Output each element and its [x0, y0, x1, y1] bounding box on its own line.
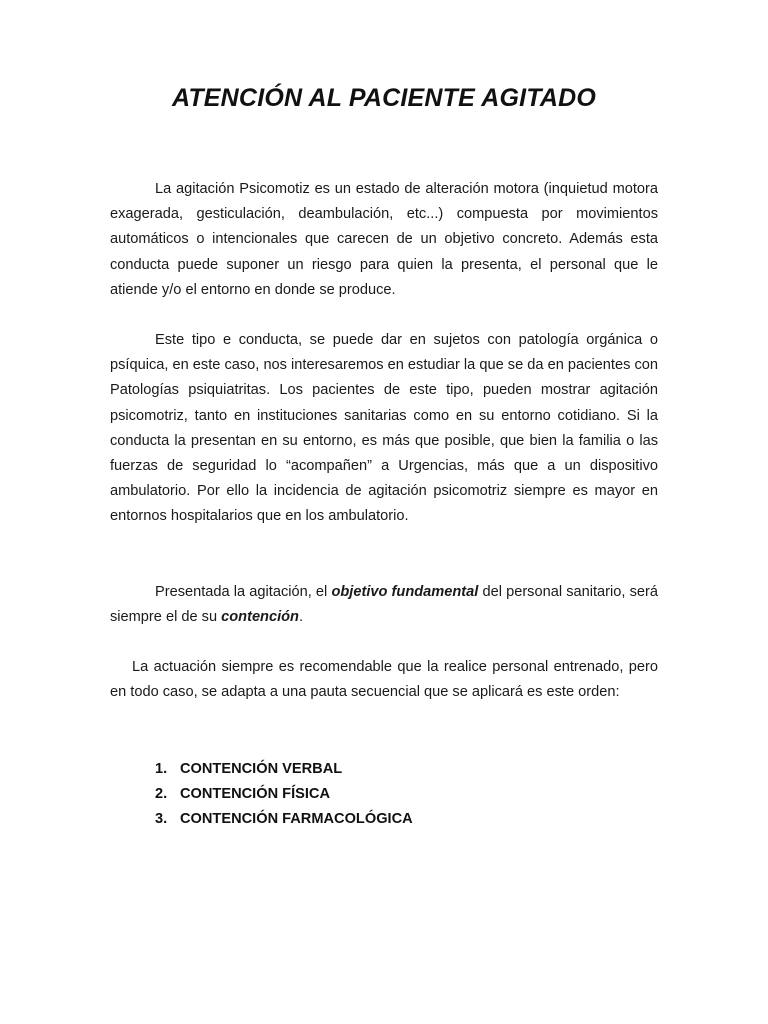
paragraph-objective-text-3: .: [298, 609, 304, 626]
paragraph-procedure: La actuación siempre es recomendable que la realice personal entrenado, pero en todo caso, se adapta a una pauta secuencial que se aplicará es este orden:: [110, 659, 658, 701]
list-item: [155, 757, 413, 782]
list-item-number: 3.: [155, 811, 168, 827]
containment-steps-list: [155, 757, 413, 832]
emphasis-contencion: contención: [221, 609, 299, 626]
list-item: [155, 782, 413, 807]
list-item: [155, 807, 413, 832]
emphasis-objetivo-fundamental: objetivo fundamental: [331, 584, 479, 600]
paragraph-objective-text-2: del personal sanitario, será siempre el de su: [110, 584, 658, 626]
paragraph-objective: [110, 580, 658, 630]
list-item-label: CONTENCIÓN FÍSICA: [180, 786, 330, 802]
paragraph-definition: La agitación Psicomotiz es un estado de alteración motora (inquietud motora exagerada, gesticulación, deambulación, etc...) compuesta por movimientos automáticos o intencionales que carecen de un objetivo concreto. Además esta conducta puede suponer un riesgo para quien la presenta, el personal que le atiende y/o el entorno en donde se produce.: [110, 181, 658, 298]
list-item-number: 2.: [155, 786, 168, 802]
list-item-number: 1.: [155, 761, 168, 777]
list-item-label: CONTENCIÓN VERBAL: [180, 761, 343, 777]
list-item-label: CONTENCIÓN FARMACOLÓGICA: [180, 811, 413, 827]
document-title: ATENCIÓN AL PACIENTE AGITADO: [171, 84, 597, 112]
paragraph-context: Este tipo e conducta, se puede dar en sujetos con patología orgánica o psíquica, en este caso, nos interesaremos en estudiar la que se da en pacientes con Patologías psiquiatritas. Los pacientes de este tipo, pueden mostrar agitación psicomotriz, tanto en instituciones sanitarias como en su entorno cotidiano. Si la conducta la presentan en su entorno, es más que posible, que bien la familia o las fuerzas de seguridad lo “acompañen” a Urgencias, más que a un dispositivo ambulatorio. Por ello la incidencia de agitación psicomotriz siempre es mayor en entornos hospitalarios que en los ambulatorio.: [110, 332, 658, 525]
paragraph-objective-text-1: Presentada la agitación, el: [155, 584, 332, 600]
